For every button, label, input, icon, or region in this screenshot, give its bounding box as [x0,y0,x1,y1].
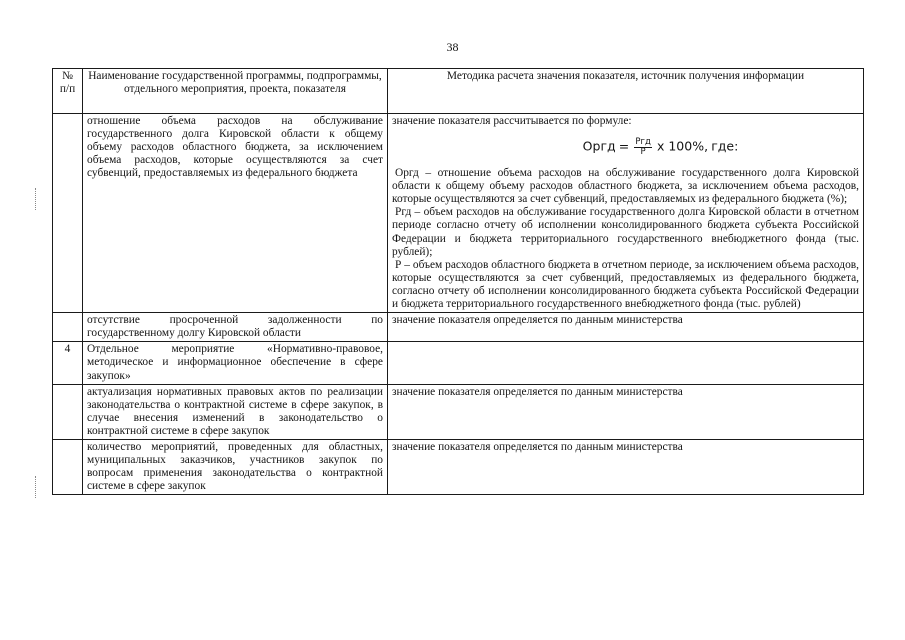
method-intro: значение показателя рассчитывается по формуле: [392,115,632,127]
definition-r: Р – объем расходов областного бюджета в отчетном периоде, за исключением объема расходов, которые осуществляются за счет субвенций, предоставляемых из федерального бюджета, согласно отчету об исполнении консолидированного бюджета субъекта Российской Федерации и бюджета территориального государственного внебюджетного фонда (тыс. рублей) [392,258,859,311]
indicator-table [52,68,864,495]
table-row [53,313,864,342]
margin-mark-bottom [35,476,37,498]
formula-equals: = [618,138,630,154]
table-row [53,439,864,494]
indicator-name: количество мероприятий, проведенных для областных, муниципальных заказчиков, участников закупок по вопросам применения законодательства о контрактной системе в сфере закупок [83,439,388,494]
table-header-row [53,69,864,114]
definition-orgd: Оргд – отношение объема расходов на обслуживание государственного долга Кировской области к общему объему расходов областного бюджета, за исключением объема расходов, которые осуществляются за счет субвенций, предоставляемых из федерального бюджета (%); [392,167,859,206]
indicator-method: значение показателя определяется по данным министерства [388,384,864,439]
header-method: Методика расчета значения показателя, источник получения информации [388,69,864,114]
row-number [53,114,83,313]
row-number [53,313,83,342]
definition-rgd: Ргд – объем расходов на обслуживание государственного долга Кировской области в отчетном периоде согласно отчету об исполнении консолидированного бюджета субъекта Российской Федерации и бюджета территориального государственного внебюджетного фонда (тыс. рублей); [392,206,859,258]
row-number [53,384,83,439]
indicator-method: значение показателя определяется по данным министерства [388,313,864,342]
indicator-name: отношение объема расходов на обслуживание государственного долга Кировской области к общему объему расходов областного бюджета, за исключением объема расходов, которые осуществляются за счет субвенций, предоставляемых из федерального бюджета [83,114,388,313]
formula [392,138,859,157]
margin-mark-top [35,188,37,210]
table-row [53,114,864,313]
formula-rhs: x 100%, [656,138,709,154]
formula-where: где: [711,138,739,154]
formula-definitions [392,167,859,311]
formula-lhs: Оргд [582,138,616,154]
indicator-name: отсутствие просроченной задолженности по государственному долгу Кировской области [83,313,388,342]
formula-fraction [634,138,651,157]
row-number [53,439,83,494]
header-num: № п/п [53,69,83,114]
indicator-method [388,114,864,313]
table-row [53,384,864,439]
event-name: Отдельное мероприятие «Нормативно-правовое, методическое и информационное обеспечение в сфере закупок» [83,342,388,384]
formula-denominator: Р [640,147,646,158]
indicator-name: актуализация нормативных правовых актов по реализации законодательства о контрактной системе в сфере закупок, в случае внесения изменений в законодательство о контрактной системе в сфере закупок [83,384,388,439]
formula-numerator: Ргд [635,137,651,148]
row-number: 4 [53,342,83,384]
indicator-method [388,342,864,384]
page-number: 38 [446,40,459,54]
header-name: Наименование государственной программы, подпрограммы, отдельного мероприятия, проекта, показателя [83,69,388,114]
indicator-method: значение показателя определяется по данным министерства [388,439,864,494]
table-row [53,342,864,384]
